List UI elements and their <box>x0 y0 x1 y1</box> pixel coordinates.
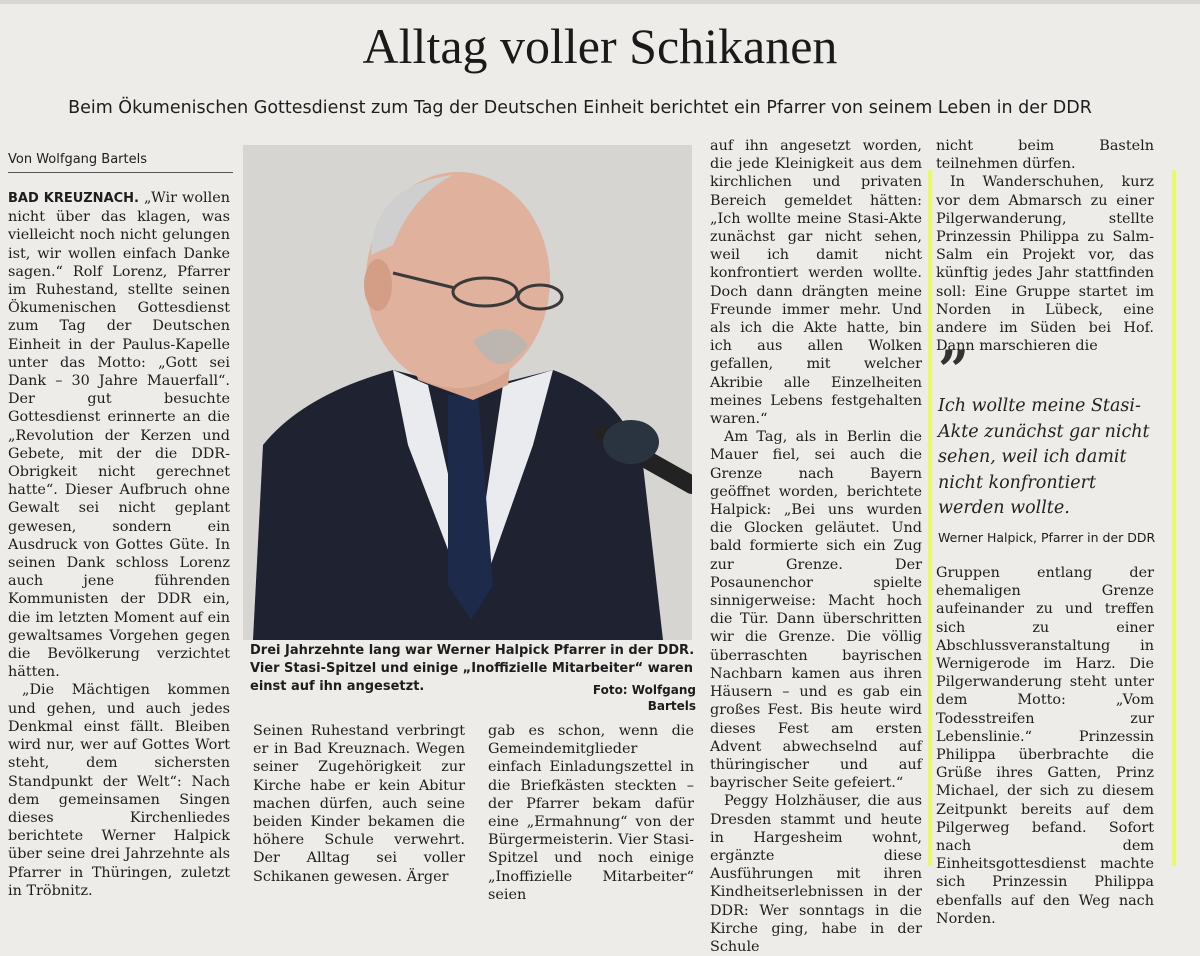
pullquote-mark: ” <box>938 338 970 402</box>
byline: Von Wolfgang Bartels <box>8 150 233 173</box>
text-column-5-bottom <box>936 564 1154 928</box>
pullquote-text: Ich wollte meine Stasi-Akte zunächst gar nicht sehen, weil ich damit nicht konfrontiert werden wollte. <box>938 396 1150 518</box>
paragraph-holzhaeuser: Peggy Holzhäuser, die aus Dresden stammt und heute in Hargesheim wohnt, ergänzte diese Ausführungen mit ihren Kindheitserlebnissen in der DDR: Wer sonntags in die Kirche ging, habe in der Schule <box>710 793 922 955</box>
photo-credit: Foto: Wolfgang Bartels <box>592 683 696 713</box>
dateline: BAD KREUZNACH. <box>8 191 139 206</box>
paragraph-groups: Gruppen entlang der ehemaligen Grenze aufeinander zu und treffen sich zu einer Abschlussveranstaltung in Wernigerode im Harz. Die Pilgerwanderung steht unter dem Motto: „Vom Todesstreifen zur Lebenslinie.“ Prinzessin Philippa überbrachte die Grüße ihres Gatten, Prinz Michael, der sich zu diesem Zeitpunkt bereits auf dem Pilgerweg befand. Sofort nach dem Einheitsgottesdienst machte sich Prinzessin Philippa ebenfalls auf den Weg nach Norden. <box>936 565 1154 927</box>
paragraph-stasi-file: auf ihn angesetzt worden, die jede Kleinigkeit aus dem kirchlichen und privaten Bereich gemeldet hätten: „Ich wollte meine Stasi-Akte zunächst gar nicht sehen, weil ich damit nicht konfrontiert werden wollte. Doch dann drängten meine Freunde immer mehr. Und als ich die Akte hatte, bin ich aus allen Wolken gefallen, mit welcher Akribie alle Einzelheiten meines Lebens festgehalten waren.“ <box>710 138 922 428</box>
pullquote-attribution: Werner Halpick, Pfarrer in der DDR <box>938 530 1156 545</box>
photo-caption: Drei Jahrzehnte lang war Werner Halpick Pfarrer in der DDR. Vier Stasi-Spitzel und einige „Inoffizielle Mitarbeiter“ waren einst auf ihn angesetzt. <box>250 643 695 694</box>
paragraph-basteln: nicht beim Basteln teilnehmen dürfen. <box>936 138 1154 173</box>
paragraph-harassment: gab es schon, wenn die Gemeindemitglieder einfach Einladungszettel in die Briefkästen steckten – der Pfarrer bekam dafür eine „Ermahnung“ von der Bürgermeisterin. Vier Stasi-Spitzel und noch einige „Inoffizielle Mitarbeiter“ seien <box>488 723 694 903</box>
page-top-edge <box>0 0 1200 4</box>
portrait-photo <box>243 145 692 640</box>
paragraph-intro <box>8 189 230 681</box>
article-subheadline: Beim Ökumenischen Gottesdienst zum Tag der Deutschen Einheit berichtet ein Pfarrer von seinem Leben in der DDR <box>68 98 1092 118</box>
paragraph-intro-text: „Wir wollen nicht über das klagen, was vielleicht noch nicht gelungen ist, wir wollen einfach Danke sagen.“ Rolf Lorenz, Pfarrer im Ruhestand, stellte seinen Ökumenischen Gottesdienst zum Tag der Deutschen Einheit in der Paulus-Kapelle unter das Motto: „Gott sei Dank – 30 Jahre Mauerfall“. Der gut besuchte Gottesdienst erinnerte an die „Revolution der Kerzen und Gebete, mit der die DDR-Obrigkeit nicht gerechnet hatte“. Dieser Aufbruch ohne Gewalt sei nicht geplant gewesen, sondern ein Ausdruck von Gottes Güte. In seinen Dank schloss Lorenz auch jene führenden Kommunisten der DDR ein, die im letzten Moment auf ein gewaltsames Vorgehen gegen die Bevölkerung verzichtet hätten. <box>8 190 230 681</box>
paragraph-retirement: Seinen Ruhestand verbringt er in Bad Kreuznach. Wegen seiner Zugehörigkeit zur Kirche habe er kein Abitur machen dürfen, auch seine beiden Kinder bekamen die höhere Schule verwehrt. Der Alltag sei voller Schikanen gewesen. Ärger <box>253 723 465 885</box>
paragraph-hymn: „Die Mächtigen kommen und gehen, und auch jedes Denkmal einst fällt. Bleiben wird nur, wer auf Gottes Wort steht, dem sichersten Standpunkt der Welt“: Nach dem gemeinsamen Singen dieses Kirchenliedes berichtete Werner Halpick über seine drei Jahrzehnte als Pfarrer in Thüringen, zuletzt in Tröbnitz. <box>8 682 230 899</box>
text-column-1 <box>8 189 230 900</box>
text-column-2 <box>253 722 465 886</box>
paragraph-pilgrimage: In Wanderschuhen, kurz vor dem Abmarsch zu einer Pilgerwanderung, stellte Prinzessin Philippa zu Salm-Salm ein Projekt vor, das künftig jedes Jahr stattfinden soll: Eine Gruppe startet im Norden in Lübeck, eine andere im Süden bei Hof. Dann marschieren die <box>936 174 1154 355</box>
text-column-3 <box>488 722 694 904</box>
text-column-4 <box>710 137 922 956</box>
portrait-illustration <box>243 145 692 640</box>
article-headline: Alltag voller Schikanen <box>362 18 838 74</box>
text-column-5-top <box>936 137 1154 355</box>
paragraph-wall-fall: Am Tag, als in Berlin die Mauer fiel, sei auch die Grenze nach Bayern geöffnet worden, berichtete Halpick: „Bei uns wurden die Glocken geläutet. Und bald formierte sich ein Zug zur Grenze. Der Posaunenchor spielte sinnigerweise: Macht hoch die Tür. Dann überschritten wir die Grenze. Die völlig überraschten bayrischen Nachbarn kamen aus ihren Häusern – und es gab ein großes Fest. Bis heute wird dieses Fest am ersten Advent abwechselnd auf thüringischer und auf bayrischer Seite gefeiert.“ <box>710 429 922 792</box>
